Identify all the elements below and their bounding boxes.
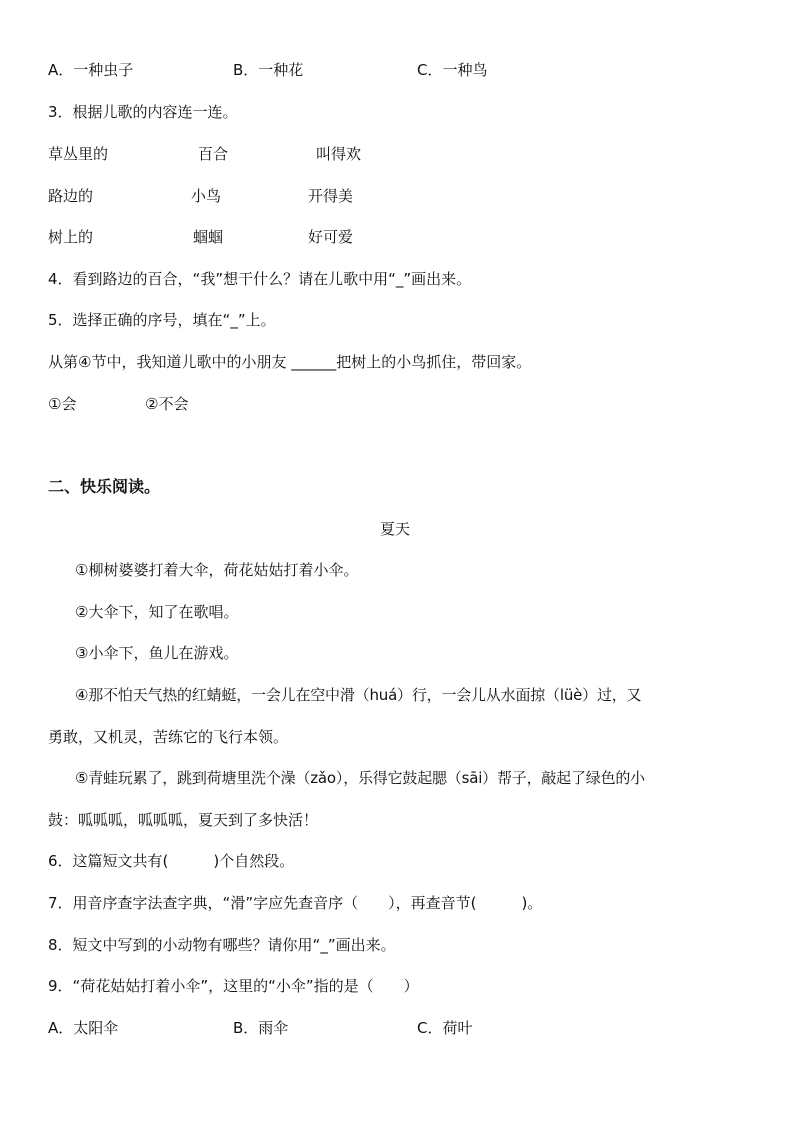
passage-paragraph: ④那不怕天气热的红蜻蜓，一会儿在空中滑（huá）行，一会儿从水面掠（lüè）过，又 (75, 686, 642, 704)
q3-col1-item: 树上的 (48, 228, 94, 246)
q3-col3-item: 好可爱 (308, 228, 354, 246)
passage-paragraph: ①柳树婆婆打着大伞，荷花姑姑打着小伞。 (75, 561, 359, 579)
q5-stem: 5．选择正确的序号，填在“_”上。 (48, 311, 276, 329)
q3-stem: 3．根据儿歌的内容连一连。 (48, 103, 238, 121)
passage-paragraph-cont: 勇敢，又机灵，苦练它的飞行本领。 (48, 728, 289, 746)
passage-title: 夏天 (380, 520, 411, 538)
q3-col3-item: 开得美 (308, 187, 354, 205)
q3-col2-item: 蝈蝈 (193, 228, 224, 246)
q6-stem: 6．这篇短文共有( )个自然段。 (48, 852, 295, 870)
q9-option-a: A．太阳伞 (48, 1019, 119, 1037)
q9-stem: 9．“荷花姑姑打着小伞”，这里的“小伞”指的是（ ） (48, 977, 419, 995)
passage-paragraph-cont: 鼓：呱呱呱，呱呱呱，夏天到了多快活！ (48, 811, 319, 829)
q3-col1-item: 路边的 (48, 187, 94, 205)
section-heading: 二、快乐阅读。 (48, 477, 161, 496)
q2-option-b: B．一种花 (233, 61, 304, 79)
q3-col3-item: 叫得欢 (316, 145, 362, 163)
q9-option-b: B．雨伞 (233, 1019, 289, 1037)
q3-col1-item: 草丛里的 (48, 145, 109, 163)
q7-stem: 7．用音序查字法查字典，“滑”字应先查音序（ ），再查音节( )。 (48, 894, 543, 912)
passage-paragraph: ③小伞下，鱼儿在游戏。 (75, 644, 239, 662)
passage-paragraph: ⑤青蛙玩累了，跳到荷塘里洗个澡（zǎo），乐得它鼓起腮（sāi）帮子，敲起了绿色的小 (75, 769, 645, 787)
q2-option-c: C．一种鸟 (417, 61, 488, 79)
q2-option-a: A．一种虫子 (48, 61, 134, 79)
q9-option-c: C．荷叶 (417, 1019, 473, 1037)
q3-col2-item: 小鸟 (191, 187, 222, 205)
q5-sentence: 从第④节中，我知道儿歌中的小朋友 ______把树上的小鸟抓住，带回家。 (48, 353, 532, 371)
q4-stem: 4．看到路边的百合，“我”想干什么？请在儿歌中用“_”画出来。 (48, 270, 472, 288)
q5-option-1: ①会 (48, 395, 77, 413)
q8-stem: 8．短文中写到的小动物有哪些？请你用“_”画出来。 (48, 936, 396, 954)
passage-paragraph: ②大伞下，知了在歌唱。 (75, 603, 239, 621)
q3-col2-item: 百合 (198, 145, 229, 163)
q5-option-2: ②不会 (145, 395, 189, 413)
